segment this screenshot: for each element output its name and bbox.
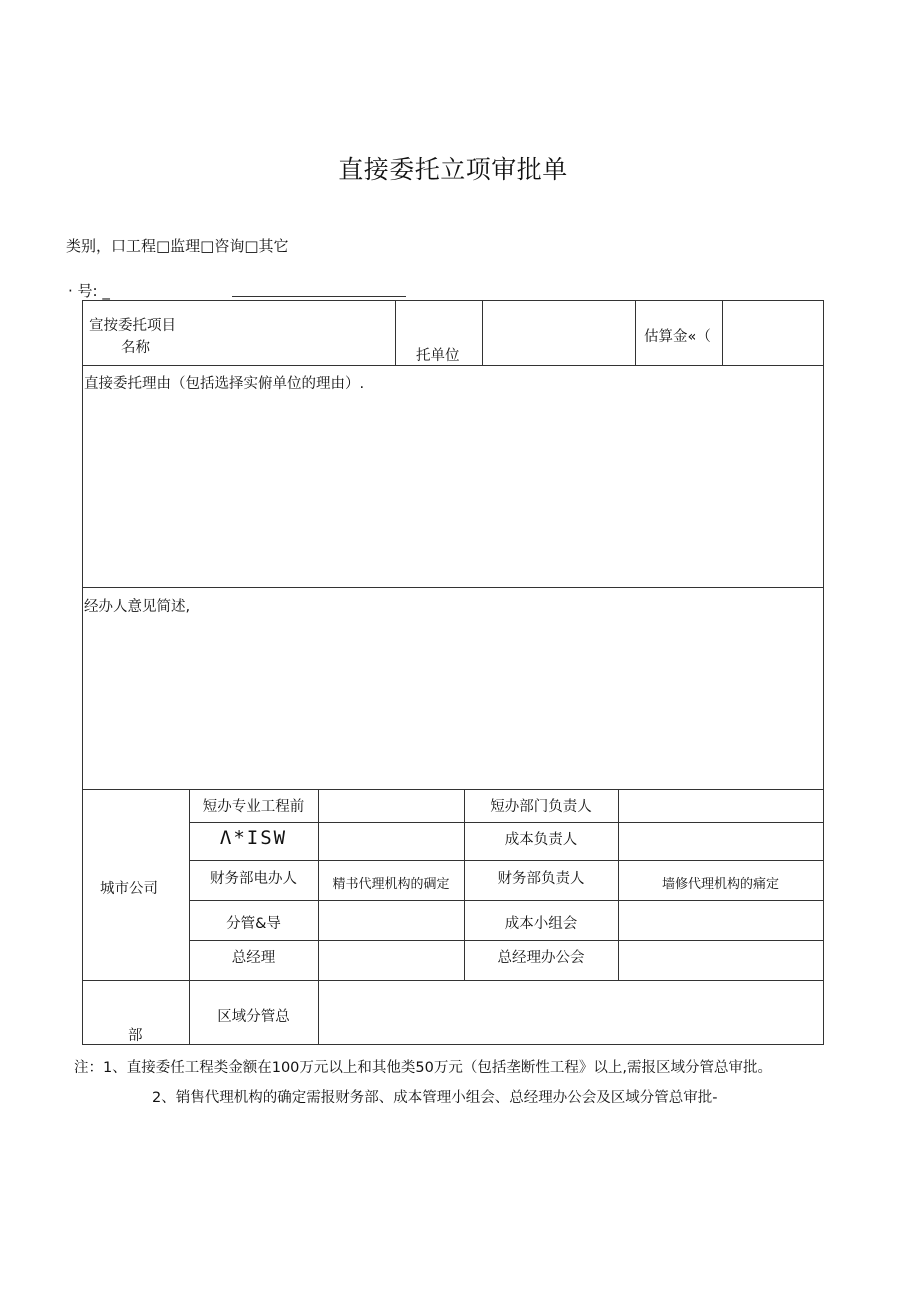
dept-head-label: 短办部门负责人 — [490, 799, 592, 815]
garbled-label: Λ*ISW — [219, 827, 288, 849]
note-1: 注：1、直接委任工程类金额在100万元以上和其他类50万元（包括垄断性工程》以上,需报区域分管总审批。 — [74, 1060, 772, 1076]
rule — [189, 860, 824, 861]
general-manager-label: 总经理 — [231, 950, 276, 966]
rule — [722, 300, 723, 365]
category-options: 类别，口工程□监理□咨询□其它 — [66, 237, 289, 255]
cost-head-label: 成本负责人 — [504, 832, 578, 848]
number-underline — [232, 296, 406, 297]
gm-office-label: 总经理办公会 — [497, 950, 585, 966]
opinion-label: 经办人意见简述, — [84, 599, 191, 615]
finance-head-label: 财务部负责人 — [497, 871, 585, 887]
finance-handler-label: 财务部电办人 — [210, 871, 297, 887]
entrusted-unit-label: 托单位 — [416, 348, 460, 364]
rule — [823, 300, 824, 1045]
rule — [189, 822, 824, 823]
number-label: · 号: _ — [68, 282, 110, 300]
rule — [482, 300, 483, 365]
rule — [82, 300, 824, 301]
page-title: 直接委托立项审批单 — [338, 155, 568, 184]
project-name-label-2: 名称 — [121, 340, 150, 356]
regional-supervisor-label: 区域分管总 — [217, 1009, 290, 1025]
cost-group-label: 成本小组会 — [504, 916, 578, 932]
rule — [82, 300, 83, 1045]
rule — [189, 940, 824, 941]
supervisor-label: 分管&导 — [226, 916, 281, 932]
hq-label: 部 — [128, 1028, 143, 1044]
handler-engineering-label: 短办专业工程前 — [202, 799, 305, 815]
estimate-label: 估算金«（ — [644, 329, 711, 345]
rule — [82, 1044, 824, 1045]
rule — [82, 587, 824, 588]
rule — [82, 365, 824, 366]
rule — [318, 980, 319, 1045]
rule — [82, 789, 824, 790]
city-company-label: 城市公司 — [100, 881, 158, 897]
note-2: 2、销售代理机构的确定需报财务部、成本管理小组会、总经理办公会及区域分管总审批- — [152, 1090, 718, 1106]
rule — [82, 980, 824, 981]
rule — [395, 300, 396, 365]
rule — [635, 300, 636, 365]
reason-label: 直接委托理由（包括选择实俯单位的理由）. — [84, 376, 365, 392]
agency-note: 墙修代理机构的痛定 — [661, 877, 779, 892]
sales-agency-note: 精书代理机构的碉定 — [332, 877, 450, 892]
rule — [189, 900, 824, 901]
project-name-label: 宣按委托项目 — [89, 318, 176, 334]
